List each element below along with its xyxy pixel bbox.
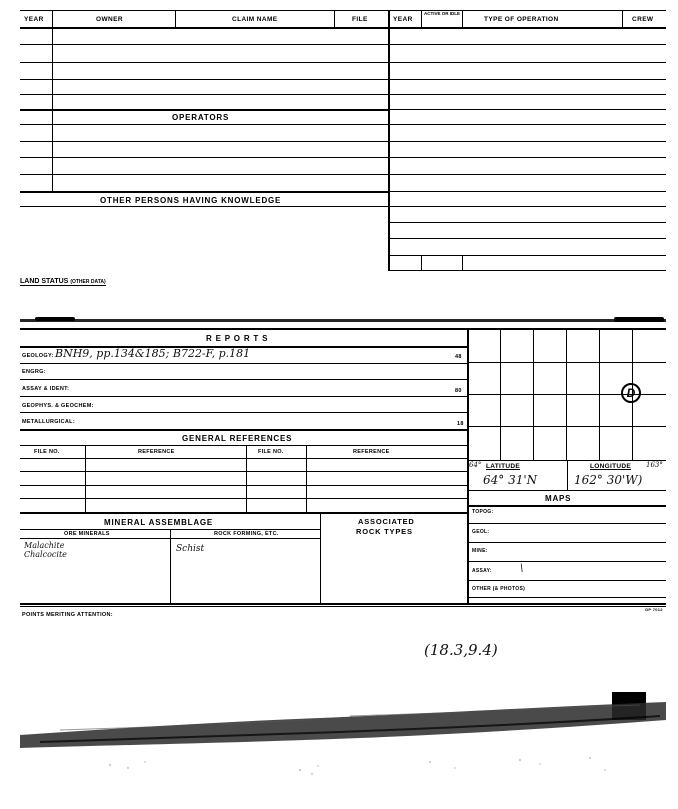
report-num-assay: 80 [455,388,462,394]
points-meriting-attention: POINTS MERITING ATTENTION: [22,612,113,618]
operators-title: OPERATORS [172,113,230,122]
header-crew: CREW [632,16,654,23]
mineral-assemblage-title: MINERAL ASSEMBLAGE [104,518,214,527]
report-label-geology: GEOLOGY: [22,353,54,359]
lon-suffix: 163° [646,461,663,469]
report-label-metallurgical: METALLURGICAL: [22,419,75,425]
land-status-label: LAND STATUS (OTHER DATA) [20,278,106,285]
ore-mineral-2: Chalcocite [24,550,67,559]
maps-assay: ASSAY: [472,568,492,574]
gr-header-reference-1: REFERENCE [138,449,175,455]
report-num-metallurgical: 18 [457,421,464,427]
header-claim-name: CLAIM NAME [232,16,278,23]
report-label-geophys: GEOPHYS. & GEOCHEM: [22,403,94,409]
coordinates-note: (18.3,9.4) [424,641,498,659]
rock-forming-label: ROCK FORMING, ETC. [214,531,279,537]
ore-mineral-1: Malachite [24,541,65,550]
header-file: FILE [352,16,368,23]
report-num-geology: 48 [455,354,462,360]
header-owner: OWNER [96,16,123,23]
associated-label-1: ASSOCIATED [358,517,415,526]
grid-location-marker: D [621,383,641,403]
geology-value: BNH9, pp.134&185; B722-F, p.181 [55,347,251,360]
maps-title: MAPS [545,494,572,503]
form-number: GP 7012 [645,607,663,612]
associated-label-2: ROCK TYPES [356,527,413,536]
longitude-value: 162° 30'W) [574,473,643,487]
maps-mine: MINE: [472,548,488,554]
gr-header-file-no-2: FILE NO. [258,449,284,455]
longitude-label: LONGITUDE [590,463,631,470]
other-persons-title: OTHER PERSONS HAVING KNOWLEDGE [100,196,282,205]
lat-prefix: 64° [469,461,482,469]
maps-other: OTHER (& PHOTOS) [472,586,526,592]
gr-header-file-no-1: FILE NO. [34,449,60,455]
maps-geol: GEOL: [472,529,490,535]
report-label-assay: ASSAY & IDENT: [22,386,70,392]
header-year: YEAR [24,16,44,23]
rock-forming-value: Schist [176,544,205,554]
header-active-idle: ACTIVE OR IDLE [424,11,461,16]
header-year-2: YEAR [393,16,413,23]
maps-topog: TOPOG: [472,509,494,515]
general-references-title: GENERAL REFERENCES [182,434,293,443]
latitude-value: 64° 31'N [483,473,538,487]
header-type-of-operation: TYPE OF OPERATION [484,16,559,23]
gr-header-reference-2: REFERENCE [353,449,390,455]
report-label-engrg: ENGRG: [22,369,46,375]
ore-minerals-label: ORE MINERALS [64,531,110,537]
latitude-label: LATITUDE [486,463,521,470]
maps-assay-mark: \ [520,563,524,574]
reports-title: R E P O R T S [206,334,269,343]
